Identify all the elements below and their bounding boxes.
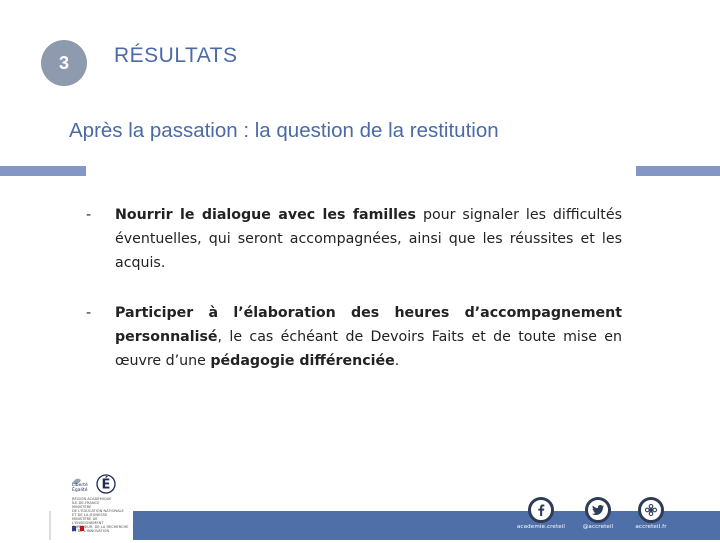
logo-line-2: Égalité <box>72 488 88 493</box>
slide-title: Après la passation : la question de la restitution <box>69 119 499 142</box>
social-label: academie.creteil <box>516 524 566 530</box>
social-facebook[interactable] <box>511 497 571 530</box>
logo-line: ÎLE-DE-FRANCE <box>72 501 100 505</box>
bullet-text: pour signaler les difficultés éventuelles, qui seront accompagnées, ainsi que les réussites et les acquis. <box>115 207 622 271</box>
bullet-dash: - <box>86 207 92 223</box>
bullet-item <box>86 203 622 275</box>
logo-line: RÉGION ACADÉMIQUE <box>72 497 112 501</box>
social-website[interactable] <box>621 497 681 530</box>
logo-line: SUPÉRIEUR, DE LA RECHERCHE <box>72 525 129 529</box>
bullet-text-bold: Participer à l’élaboration des heures d’accompagnement personnalisé <box>115 305 622 345</box>
logo-line-1: Liberté <box>72 483 88 488</box>
title-rule-left <box>0 166 86 176</box>
logo-letter: É <box>101 477 111 493</box>
bullet-list <box>86 203 622 373</box>
title-rule-right <box>636 166 720 176</box>
social-label: @accreteil <box>582 524 614 530</box>
logo-line: ET DE L'INNOVATION <box>72 529 110 533</box>
facebook-icon[interactable] <box>528 497 554 523</box>
bullet-text-bold: pédagogie différenciée <box>210 353 395 369</box>
footer-divider <box>49 511 51 540</box>
bullet-item <box>86 301 622 373</box>
section-number-badge <box>41 40 87 86</box>
website-icon[interactable] <box>638 497 664 523</box>
logo-line: MINISTÈRE <box>72 505 92 509</box>
ministry-logo <box>62 470 130 538</box>
logo-line: ET DE LA JEUNESSE <box>72 513 108 517</box>
bullet-dash: - <box>86 305 92 321</box>
logo-line: MINISTÈRE DE L'ENSEIGNEMENT <box>72 517 104 525</box>
bullet-text-bold: Nourrir le dialogue avec les familles <box>115 207 417 223</box>
social-twitter[interactable] <box>568 497 628 530</box>
twitter-icon[interactable] <box>585 497 611 523</box>
section-number: 3 <box>58 52 69 73</box>
logo-line: DE L'ÉDUCATION NATIONALE <box>72 509 124 513</box>
bullet-text: , le cas échéant de Devoirs Faits et de toute mise en œuvre d’une <box>115 329 622 369</box>
section-title: RÉSULTATS <box>114 44 238 67</box>
social-label: accreteil.fr <box>635 524 667 530</box>
bullet-text: . <box>394 353 400 369</box>
